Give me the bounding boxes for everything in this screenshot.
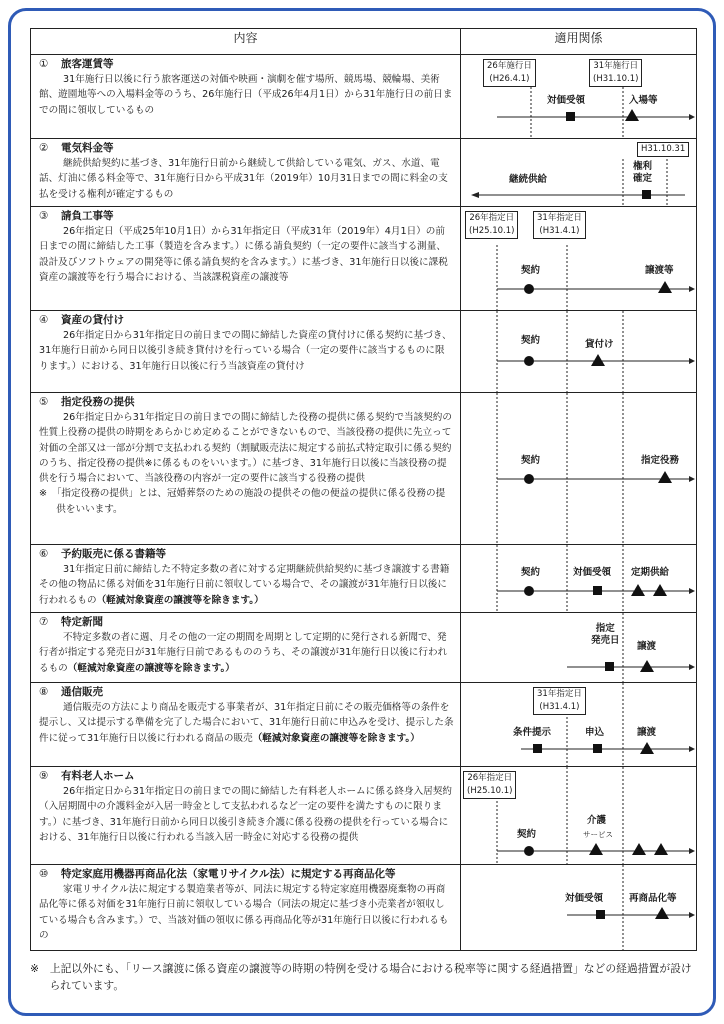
row-title: ① 旅客運賃等 <box>39 58 114 70</box>
timeline-label: 譲渡 <box>637 641 657 652</box>
table-row <box>31 55 697 139</box>
row-body: 26年指定日から31年指定日の前日までの間に締結した有料老人ホームに係る終身入居契約（入居期間中の介護料金が入居一時金として支払われるなど一定の要件を満たすものに限ります。）に基づき、31年施行日前から同日以後引き続き介護に係る役務の提供を行っている場合における、31年施行日以後に行われる当該入居一時金に対応する役務の提供 <box>39 786 452 843</box>
date-box: 31年施行日 (H31.10.1) <box>589 59 642 87</box>
timeline-label: サービス <box>583 830 613 839</box>
timeline-label: 条件提示 <box>513 727 552 738</box>
row-body: 家電リサイクル法に規定する製造業者等が、同法に規定する特定家庭用機器廃棄物の再商品化等に係る対価を31年施行日前に領収している場合（同法の規定に基づき小売業者が領収している場合も含みます。）で、当該対価の領収に係る再商品化等が31年施行日以後に行われるもの <box>39 884 449 941</box>
table-row <box>31 865 697 951</box>
table-row <box>31 767 697 865</box>
row-title: ⑨ 有料老人ホーム <box>39 770 135 782</box>
row-title: ⑩ 特定家庭用機器再商品化法（家電リサイクル法）に規定する再商品化等 <box>39 868 396 880</box>
table-row <box>31 393 697 545</box>
date-box: 31年指定日 (H31.4.1) <box>533 211 586 239</box>
header-relation: 適用関係 <box>461 29 697 55</box>
row-note: ※ 「指定役務の提供」とは、冠婚葬祭のための施設の提供その他の便益の提供に係る役務の提供をいいます。 <box>39 488 446 515</box>
row-title: ⑥ 予約販売に係る書籍等 <box>39 548 166 560</box>
timeline-label: 入場等 <box>629 95 658 106</box>
row-body: 不特定多数の者に週、月その他の一定の期間を周期として定期的に発行される新聞で、発行者が指定する発売日が31年施行日前であるもののうち、その譲渡が31年施行日以後に行われるもの（軽減対象資産の譲渡等を除きます。） <box>39 632 448 674</box>
timeline-label: 対価受領 <box>573 567 612 578</box>
timeline-label: 再商品化等 <box>629 893 677 904</box>
timeline-label: 譲渡 <box>637 727 657 738</box>
timeline-label: 継続供給 <box>509 174 548 185</box>
row-title: ⑤ 指定役務の提供 <box>39 396 135 408</box>
timeline-label: 権利 確定 <box>633 161 653 184</box>
row-body: 31年施行日以後に行う旅客運送の対価や映画・演劇を催す場所、競馬場、競輪場、美術館、遊園地等への入場料金等のうち、26年施行日（平成26年4月1日）から31年施行日の前日までの間に領収しているもの <box>39 74 453 116</box>
row-body: 26年指定日（平成25年10月1日）から31年指定日（平成31年（2019年）4月1日）の前日までの間に締結した工事（製造を含みます。）に係る請負契約（一定の要件に該当する測量、設計及びソフトウェアの開発等に係る請負契約を含みます。）に基づき、31年施行日以後に課税資産の譲渡等を行う場合における、当該課税資産の譲渡等 <box>39 226 448 283</box>
date-box: H31.10.31 <box>637 142 689 157</box>
row-body: 31年指定日前に締結した不特定多数の者に対する定期継続供給契約に基づき譲渡する書籍その他の物品に係る対価を31年施行日前に領収している場合で、その譲渡が31年施行日以後に行われるもの（軽減対象資産の譲渡等を除きます。） <box>39 564 450 606</box>
row-title: ③ 請負工事等 <box>39 210 114 222</box>
table-row <box>31 207 697 311</box>
timeline-label: 対価受領 <box>547 95 586 106</box>
date-box: 26年指定日 (H25.10.1) <box>465 211 518 239</box>
row-body: 継続供給契約に基づき、31年施行日前から継続して供給している電気、ガス、水道、電話、灯油に係る料金等で、31年施行日から平成31年（2019年）10月31日までの間に料金の支払を受ける権利が確定するもの <box>39 158 448 200</box>
table-row <box>31 545 697 613</box>
table-row <box>31 311 697 393</box>
row-body: 26年指定日から31年指定日の前日までの間に締結した資産の貸付けに係る契約に基づき、31年施行日前から同日以後引き続き貸付けを行っている場合（一定の要件に該当するものに限ります。）における、31年施行日以後に行う当該資産の貸付け <box>39 330 452 372</box>
row-title: ② 電気料金等 <box>39 142 114 154</box>
timeline-label: 貸付け <box>585 339 614 350</box>
footnote: ※ 上記以外にも、「リース譲渡に係る資産の譲渡等の時期の特例を受ける場合における税率等に関する経過措置」などの経過措置が設けられています。 <box>30 962 692 992</box>
timeline-label: 譲渡等 <box>645 265 674 276</box>
timeline-label: 指定役務 <box>641 455 680 466</box>
transition-measures-table <box>30 28 697 951</box>
timeline-label: 申込 <box>585 727 605 738</box>
timeline-label: 定期供給 <box>631 567 670 578</box>
timeline-label: 契約 <box>521 335 541 346</box>
timeline-label: 契約 <box>521 265 541 276</box>
date-box: 26年指定日 (H25.10.1) <box>463 771 516 799</box>
timeline-label: 介護 <box>587 815 607 826</box>
header-content: 内容 <box>31 29 461 55</box>
timeline-label: 契約 <box>521 567 541 578</box>
timeline-label: 契約 <box>517 829 537 840</box>
row-title: ④ 資産の貸付け <box>39 314 124 326</box>
table-row <box>31 683 697 767</box>
table-row <box>31 613 697 683</box>
timeline-label: 対価受領 <box>565 893 604 904</box>
date-box: 31年指定日 (H31.4.1) <box>533 687 586 715</box>
row-title: ⑦ 特定新聞 <box>39 616 103 628</box>
row-title: ⑧ 通信販売 <box>39 686 103 698</box>
table-header-row <box>31 29 697 55</box>
date-box: 26年施行日 (H26.4.1) <box>483 59 536 87</box>
row-body: 通信販売の方法により商品を販売する事業者が、31年指定日前にその販売価格等の条件を提示し、又は提示する準備を完了した場合において、31年施行日前に申込みを受け、提示した条件に従って31年施行日以後に行われる商品の販売（軽減対象資産の譲渡等を除きます。） <box>39 702 454 744</box>
table-row <box>31 139 697 207</box>
row-body: 26年指定日から31年指定日の前日までの間に締結した役務の提供に係る契約で当該契約の性質上役務の提供の時期をあらかじめ定めることができないもので、当該役務の提供に先立って対価の全部又は一部が分割で支払われる契約（割賦販売法に規定する前払式特定取引に係る契約のうち、指定役務の提供※に係るものをいいます。）に基づき、31年施行日以後に当該役務の提供を行う場合において、当該役務の内容が一定の要件に該当する役務の提供 <box>39 412 452 485</box>
timeline-label: 指定 発売日 <box>591 623 620 646</box>
timeline-label: 契約 <box>521 455 541 466</box>
